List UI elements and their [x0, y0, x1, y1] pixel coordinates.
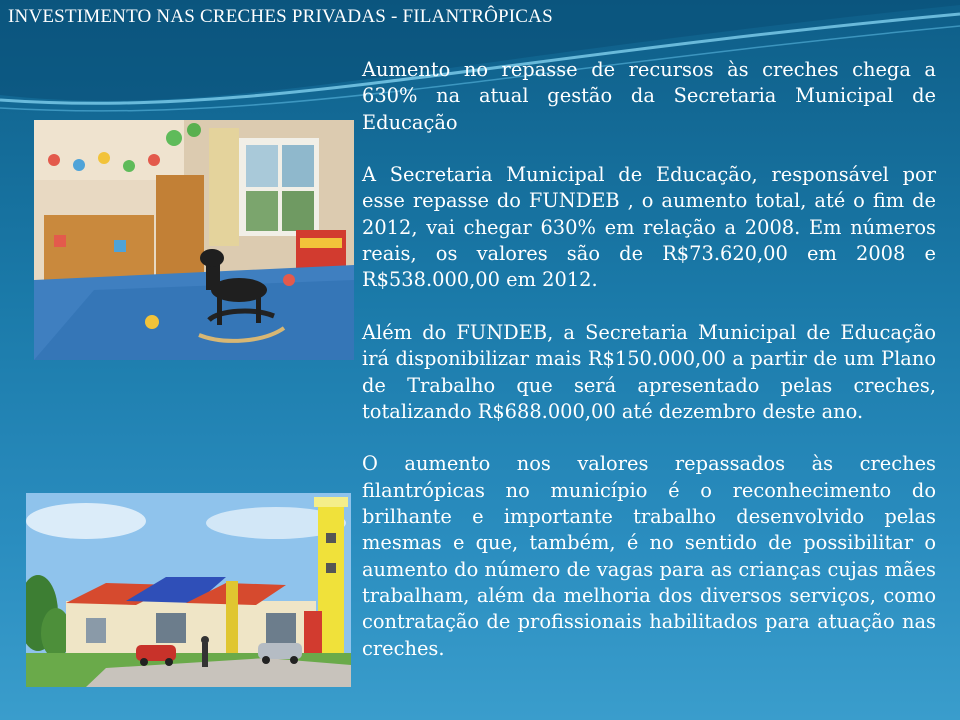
- paragraph-headline: Aumento no repasse de recursos às creches chega a 630% na atual gestão da Secretaria Municipal de Educação: [362, 58, 936, 134]
- creche-building-photo: [26, 493, 351, 687]
- paragraph-additional-funds: Além do FUNDEB, a Secretaria Municipal de Educação irá disponibilizar mais R$150.000,00 a partir de um Plano de Trabalho que será apresentado pelas creches, totalizando R$688.000,00 até dezembro deste ano.: [362, 320, 936, 423]
- body-text: [362, 57, 936, 662]
- slide-title: INVESTIMENTO NAS CRECHES PRIVADAS - FILANTRÔPICAS: [8, 6, 553, 27]
- paragraph-fundeb-values: A Secretaria Municipal de Educação, responsável por esse repasse do FUNDEB , o aumento total, até o fim de 2012, vai chegar 630% em relação a 2008. Em números reais, os valores são de R$73.620,00 em 2008 e R$538.000,00 em 2012.: [362, 163, 936, 292]
- paragraph-recognition: O aumento nos valores repassados às creches filantrópicas no município é o reconhecimento do brilhante e importante trabalho desenvolvido pelas mesmas e que, também, é no sentido de possibilitar o aumento do número de vagas para as crianças cujas mães trabalham, além da melhoria dos diversos serviços, como contratação de profissionais habilitados para atuação nas creches.: [362, 452, 936, 660]
- nursery-room-photo: [34, 120, 354, 360]
